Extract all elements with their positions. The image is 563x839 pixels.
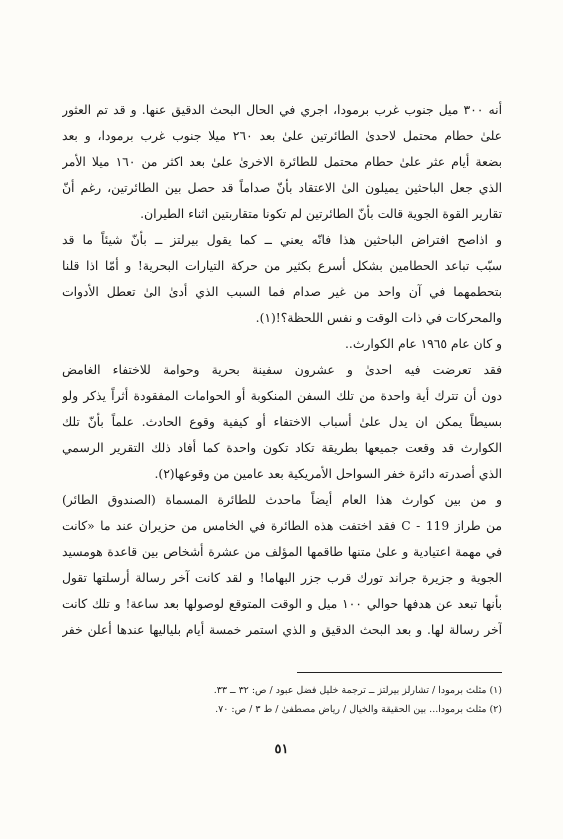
text-line: علىٰ حطام محتمل لاحدىٰ الطائرتين علىٰ بعد ٢٦٠ ميلا جنوب غرب برمودا، و بعد	[62, 129, 502, 143]
footnote-divider	[297, 672, 502, 673]
footnote: (١) مثلث برمودا / تشارلز بيرلتز ــ ترجمة خليل فضل عبود / ص: ٣٢ ــ ٣٣.	[213, 685, 502, 696]
text-line: الكوارث قد وقعت جميعها بطريقة تكاد تكون واحدة كما أفاد ذلك التقرير الرسمي	[62, 441, 502, 455]
text-line: بضعة أيام عثر علىٰ حطام محتمل للطائرة الاخرىٰ علىٰ بعد اكثر من ١٦٠ ميلا الأمر	[62, 155, 502, 169]
text-line: الذي جعل الباحثين يميلون الىٰ الاعتقاد بأنّ صداماً قد حصل بين الطائرتين، رغم أنّ	[62, 181, 502, 195]
text-line: من طراز C - 119 فقد اختفت هذه الطائرة في الخامس من حزيران عند ما «كانت	[62, 519, 502, 533]
text-line: سبّب تباعد الحطامين بشكل أسرع بكثير من حركة التيارات البحرية! و أمّا اذا قلنا	[62, 259, 502, 273]
text-line: و كان عام ١٩٦٥ عام الكوارث..	[345, 337, 502, 351]
footnotes	[62, 672, 502, 719]
body-text	[62, 97, 502, 643]
text-line: فقد تعرضت فيه احدىٰ و عشرون سفينة بحرية وحوامة للاختفاء الغامض	[62, 363, 502, 377]
text-line: و اذاصح افتراض الباحثين هذا فانّه يعني ــ كما يقول بيرلتز ــ بأنّ شيئاً ما قد	[62, 233, 502, 247]
text-line: في مهمة اعتيادية و علىٰ متنها طاقمها المؤلف من عشرة أشخاص بين قاعدة هومسيد	[62, 545, 502, 559]
text-line: بأنها تبعد عن هدفها حوالي ١٠٠ ميل و الوقت المتوقع لوصولها بعد ساعة! و تلك كانت	[62, 597, 502, 611]
text-line: و من بين كوارث هذا العام أيضاً ماحدث للطائرة المسماة (الصندوق الطائر)	[62, 493, 502, 507]
text-line: تقارير القوة الجوية قالت بأنّ الطائرتين لم تكونا متقاربتين اثناء الطيران.	[140, 207, 502, 221]
text-line: الذي أصدرته دائرة خفر السواحل الأمريكية بعد عامين من وقوعها(٢).	[154, 467, 502, 481]
text-line: بسيطاً يمكن ان يدل علىٰ أسباب الاختفاء أو كيفية وقوع الحادث. علماً بأنّ تلك	[62, 415, 502, 429]
text-line: آخر رسالة لها. و بعد البحث الدقيق و الذي استمر خمسة أيام بلياليها عندها أعلن خفر	[62, 623, 502, 637]
text-line: دون أن تترك أية واحدة من تلك السفن المنكوبة أو الحوامات المفقودة أثراً يذكر ولو	[62, 389, 502, 403]
text-line: الجوية و جزيرة جراند تورك قرب جزر البهاما! و لقد كانت آخر رسالة أرسلتها تقول	[62, 571, 502, 585]
footnote: (٢) مثلث برمودا... بين الحقيقة والخيال / رياض مصطفىٰ / ط ٣ / ص: ٧٠.	[215, 704, 502, 715]
text-line: والمحركات في ذات الوقت و نفس اللحظة؟!(١).	[255, 311, 502, 325]
page-number: ٥١	[274, 742, 289, 757]
text-line: بتحطمهما في آن واحد من غير صدام فما السبب الذي أدىٰ الىٰ تعطل الأدوات	[62, 285, 502, 299]
text-line: أنه ٣٠٠ ميل جنوب غرب برمودا، اجري في الحال البحث الدقيق عنها. و قد تم العثور	[62, 103, 502, 117]
